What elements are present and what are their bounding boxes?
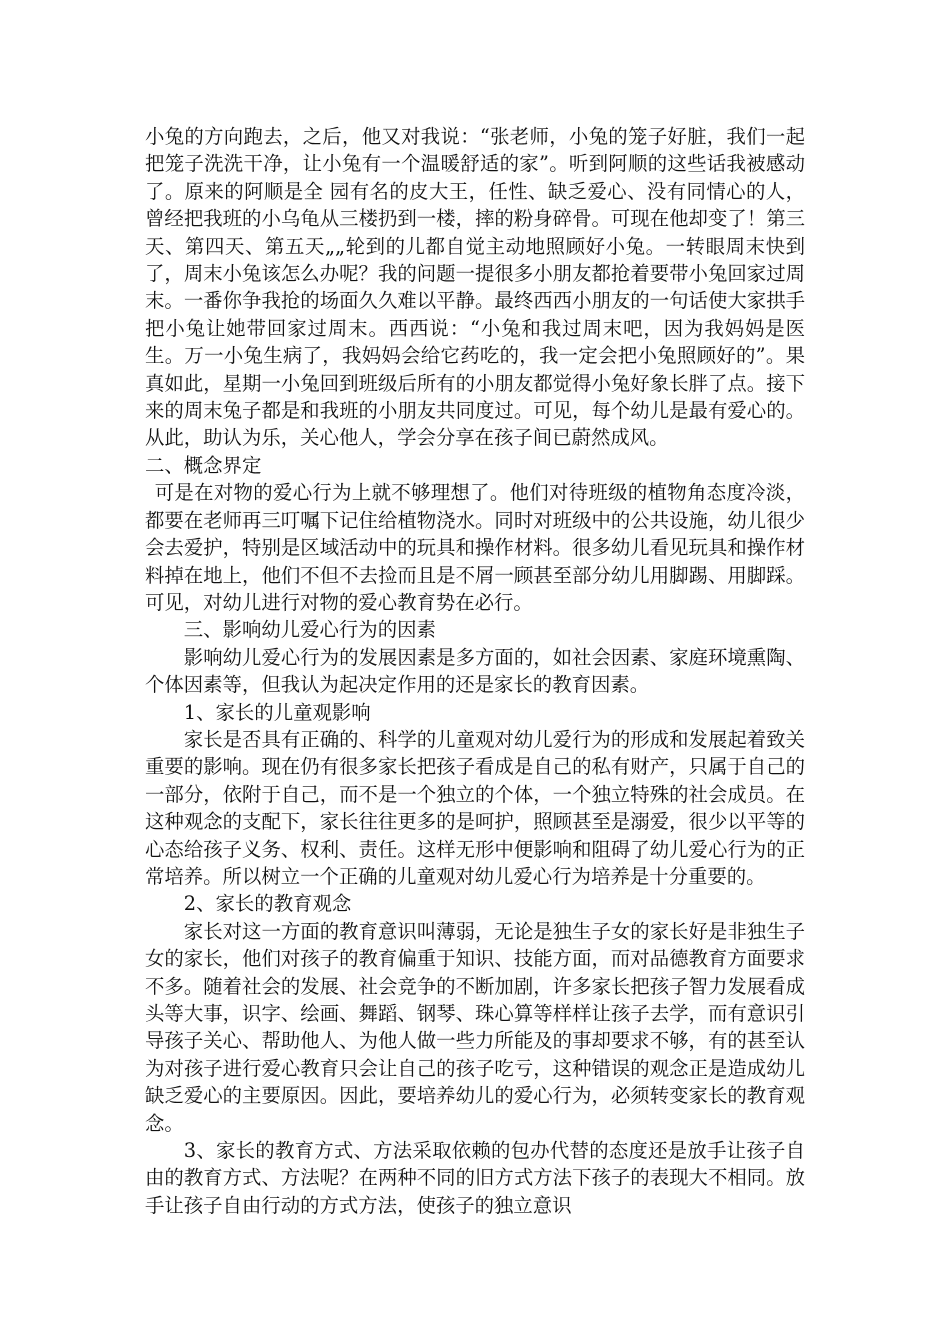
section-heading-factors: 三、影响幼儿爱心行为的因素	[183, 618, 436, 642]
section-heading-concept: 二、概念界定	[145, 453, 262, 477]
paragraph-5: 家长对这一方面的教育意识叫薄弱，无论是独生子女的家长好是非独生子女的家长，他们对孩子的教育偏重于知识、技能方面，而对品德教育方面要求不多。随着社会的发展、社会竞争的不断加剧，许多家长把孩子智力发展看成头等大事，识字、绘画、舞蹈、钢琴、珠心算等样样让孩子去学，而有意识引导孩子关心、帮助他人、为他人做一些力所能及的事却要求不够，有的甚至认为对孩子进行爱心教育只会让自己的孩子吃亏，这种错误的观念正是造成幼儿缺乏爱心的主要原因。因此，要培养幼儿的爱心行为，必须转变家长的教育观念。	[145, 919, 805, 1135]
subheading-1: 1、家长的儿童观影响	[183, 700, 371, 724]
paragraph-4: 家长是否具有正确的、科学的儿童观对幼儿爱行为的形成和发展起着致关重要的影响。现在仍有很多家长把孩子看成是自己的私有财产，只属于自己的一部分，依附于自己，而不是一个独立的个体，一个独立特殊的社会成员。在这种观念的支配下，家长往往更多的是呵护，照顾甚至是溺爱，很少以平等的心态给孩子义务、权利、责任。这样无形中便影响和阻碍了幼儿爱心行为的正常培养。所以树立一个正确的儿童观对幼儿爱心行为培养是十分重要的。	[145, 727, 805, 888]
paragraph-6: 3、家长的教育方式、方法采取依赖的包办代替的态度还是放手让孩子自由的教育方式、方法呢？在两种不同的旧方式方法下孩子的表现大不相同。放手让孩子自由行动的方式方法，使孩子的独立意识	[145, 1139, 805, 1217]
subheading-2: 2、家长的教育观念	[183, 892, 352, 916]
paragraph-2: 可是在对物的爱心行为上就不够理想了。他们对待班级的植物角态度冷淡，都要在老师再三叮嘱下记住给植物浇水。同时对班级中的公共设施，幼儿很少会去爱护，特别是区域活动中的玩具和操作材料。很多幼儿看见玩具和操作材料掉在地上，他们不但不去捡而且是不屑一顾甚至部分幼儿用脚踢、用脚踩。可见，对幼儿进行对物的爱心教育势在必行。	[145, 481, 805, 614]
paragraph-3: 影响幼儿爱心行为的发展因素是多方面的，如社会因素、家庭环境熏陶、个体因素等，但我认为起决定作用的还是家长的教育因素。	[145, 645, 805, 697]
document-page	[145, 123, 805, 1219]
paragraph-1: 小兔的方向跑去，之后，他又对我说：“张老师，小兔的笼子好脏，我们一起把笼子洗洗干净，让小兔有一个温暖舒适的家”。听到阿顺的这些话我被感动了。原来的阿顺是全 园有名的皮大王，任性、缺乏爱心、没有同情心的人，曾经把我班的小乌龟从三楼扔到一楼，摔的粉身碎骨。可现在他却变了！第三天、第四天、第五天„„轮到的儿都自觉主动地照顾好小兔。一转眼周末快到了，周末小兔该怎么办呢？我的问题一提很多小朋友都抢着要带小兔回家过周末。一番你争我抢的场面久久难以平静。最终西西小朋友的一句话使大家拱手把小兔让她带回家过周末。西西说：“小兔和我过周末吧，因为我妈妈是医生。万一小兔生病了，我妈妈会给它药吃的，我一定会把小兔照顾好的”。果真如此，星期一小兔回到班级后所有的小朋友都觉得小兔好象长胖了点。接下来的周末兔子都是和我班的小朋友共同度过。可见，每个幼儿是最有爱心的。从此，助认为乐，关心他人，学会分享在孩子间已蔚然成风。	[145, 125, 805, 450]
